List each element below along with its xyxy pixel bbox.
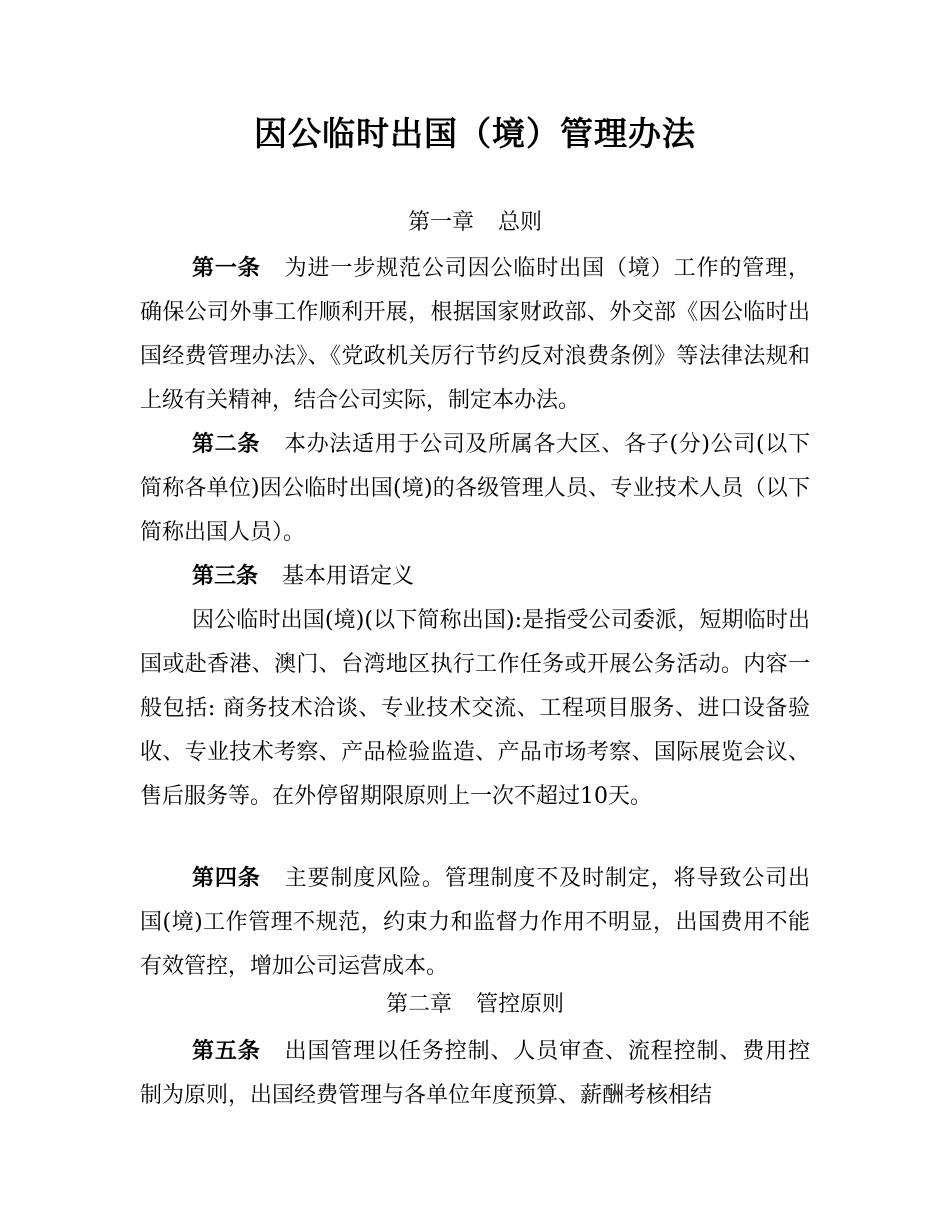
article-lead: 第二条	[192, 432, 261, 457]
article-paragraph	[140, 423, 810, 555]
article-text: 出国管理以任务控制、人员审查、流程控制、费用控制为原则，出国经费管理与各单位年度预算、薪酬考核相结	[140, 1039, 810, 1108]
article-lead: 第三条	[192, 564, 259, 589]
chapter-heading	[0, 985, 950, 1025]
body-paragraph	[140, 599, 810, 819]
article-paragraph	[140, 1030, 810, 1118]
article-text: 本办法适用于公司及所属各大区、各子(分)公司(以下简称各单位)因公临时出国(境)的各级管理人员、专业技术人员（以下简称出国人员）。	[140, 432, 810, 545]
article-text: 基本用语定义	[282, 564, 415, 589]
article-paragraph	[140, 857, 810, 989]
chapter-name: 管控原则	[476, 992, 565, 1017]
article-lead: 第四条	[192, 866, 261, 891]
article-text: 主要制度风险。管理制度不及时制定，将导致公司出国(境)工作管理不规范，约束力和监督力作用不明显，出国费用不能有效管控，增加公司运营成本。	[140, 866, 810, 979]
chapter-number: 第一章	[407, 210, 474, 235]
article-paragraph	[140, 247, 810, 423]
article-paragraph	[140, 555, 810, 599]
chapter-heading	[0, 203, 950, 243]
chapter-name: 总则	[498, 210, 543, 235]
article-lead: 第一条	[192, 256, 261, 281]
document-title: 因公临时出国（境）管理办法	[254, 114, 696, 153]
article-text: 因公临时出国(境)(以下简称出国):是指受公司委派，短期临时出国或赴香港、澳门、台湾地区执行工作任务或开展公务活动。内容一般包括: 商务技术洽谈、专业技术交流、工程项目服务、进口设备验收、专业技术考察、产品检验监造、产品市场考察、国际展览会议、售后服务等。在外停留期限原则上一次不超过10天。	[140, 608, 810, 809]
chapter-number: 第二章	[385, 992, 452, 1017]
article-text: 为进一步规范公司因公临时出国（境）工作的管理，确保公司外事工作顺利开展，根据国家财政部、外交部《因公临时出国经费管理办法》、《党政机关厉行节约反对浪费条例》等法律法规和上级有关精神，结合公司实际，制定本办法。	[140, 256, 810, 413]
article-lead: 第五条	[192, 1039, 261, 1064]
